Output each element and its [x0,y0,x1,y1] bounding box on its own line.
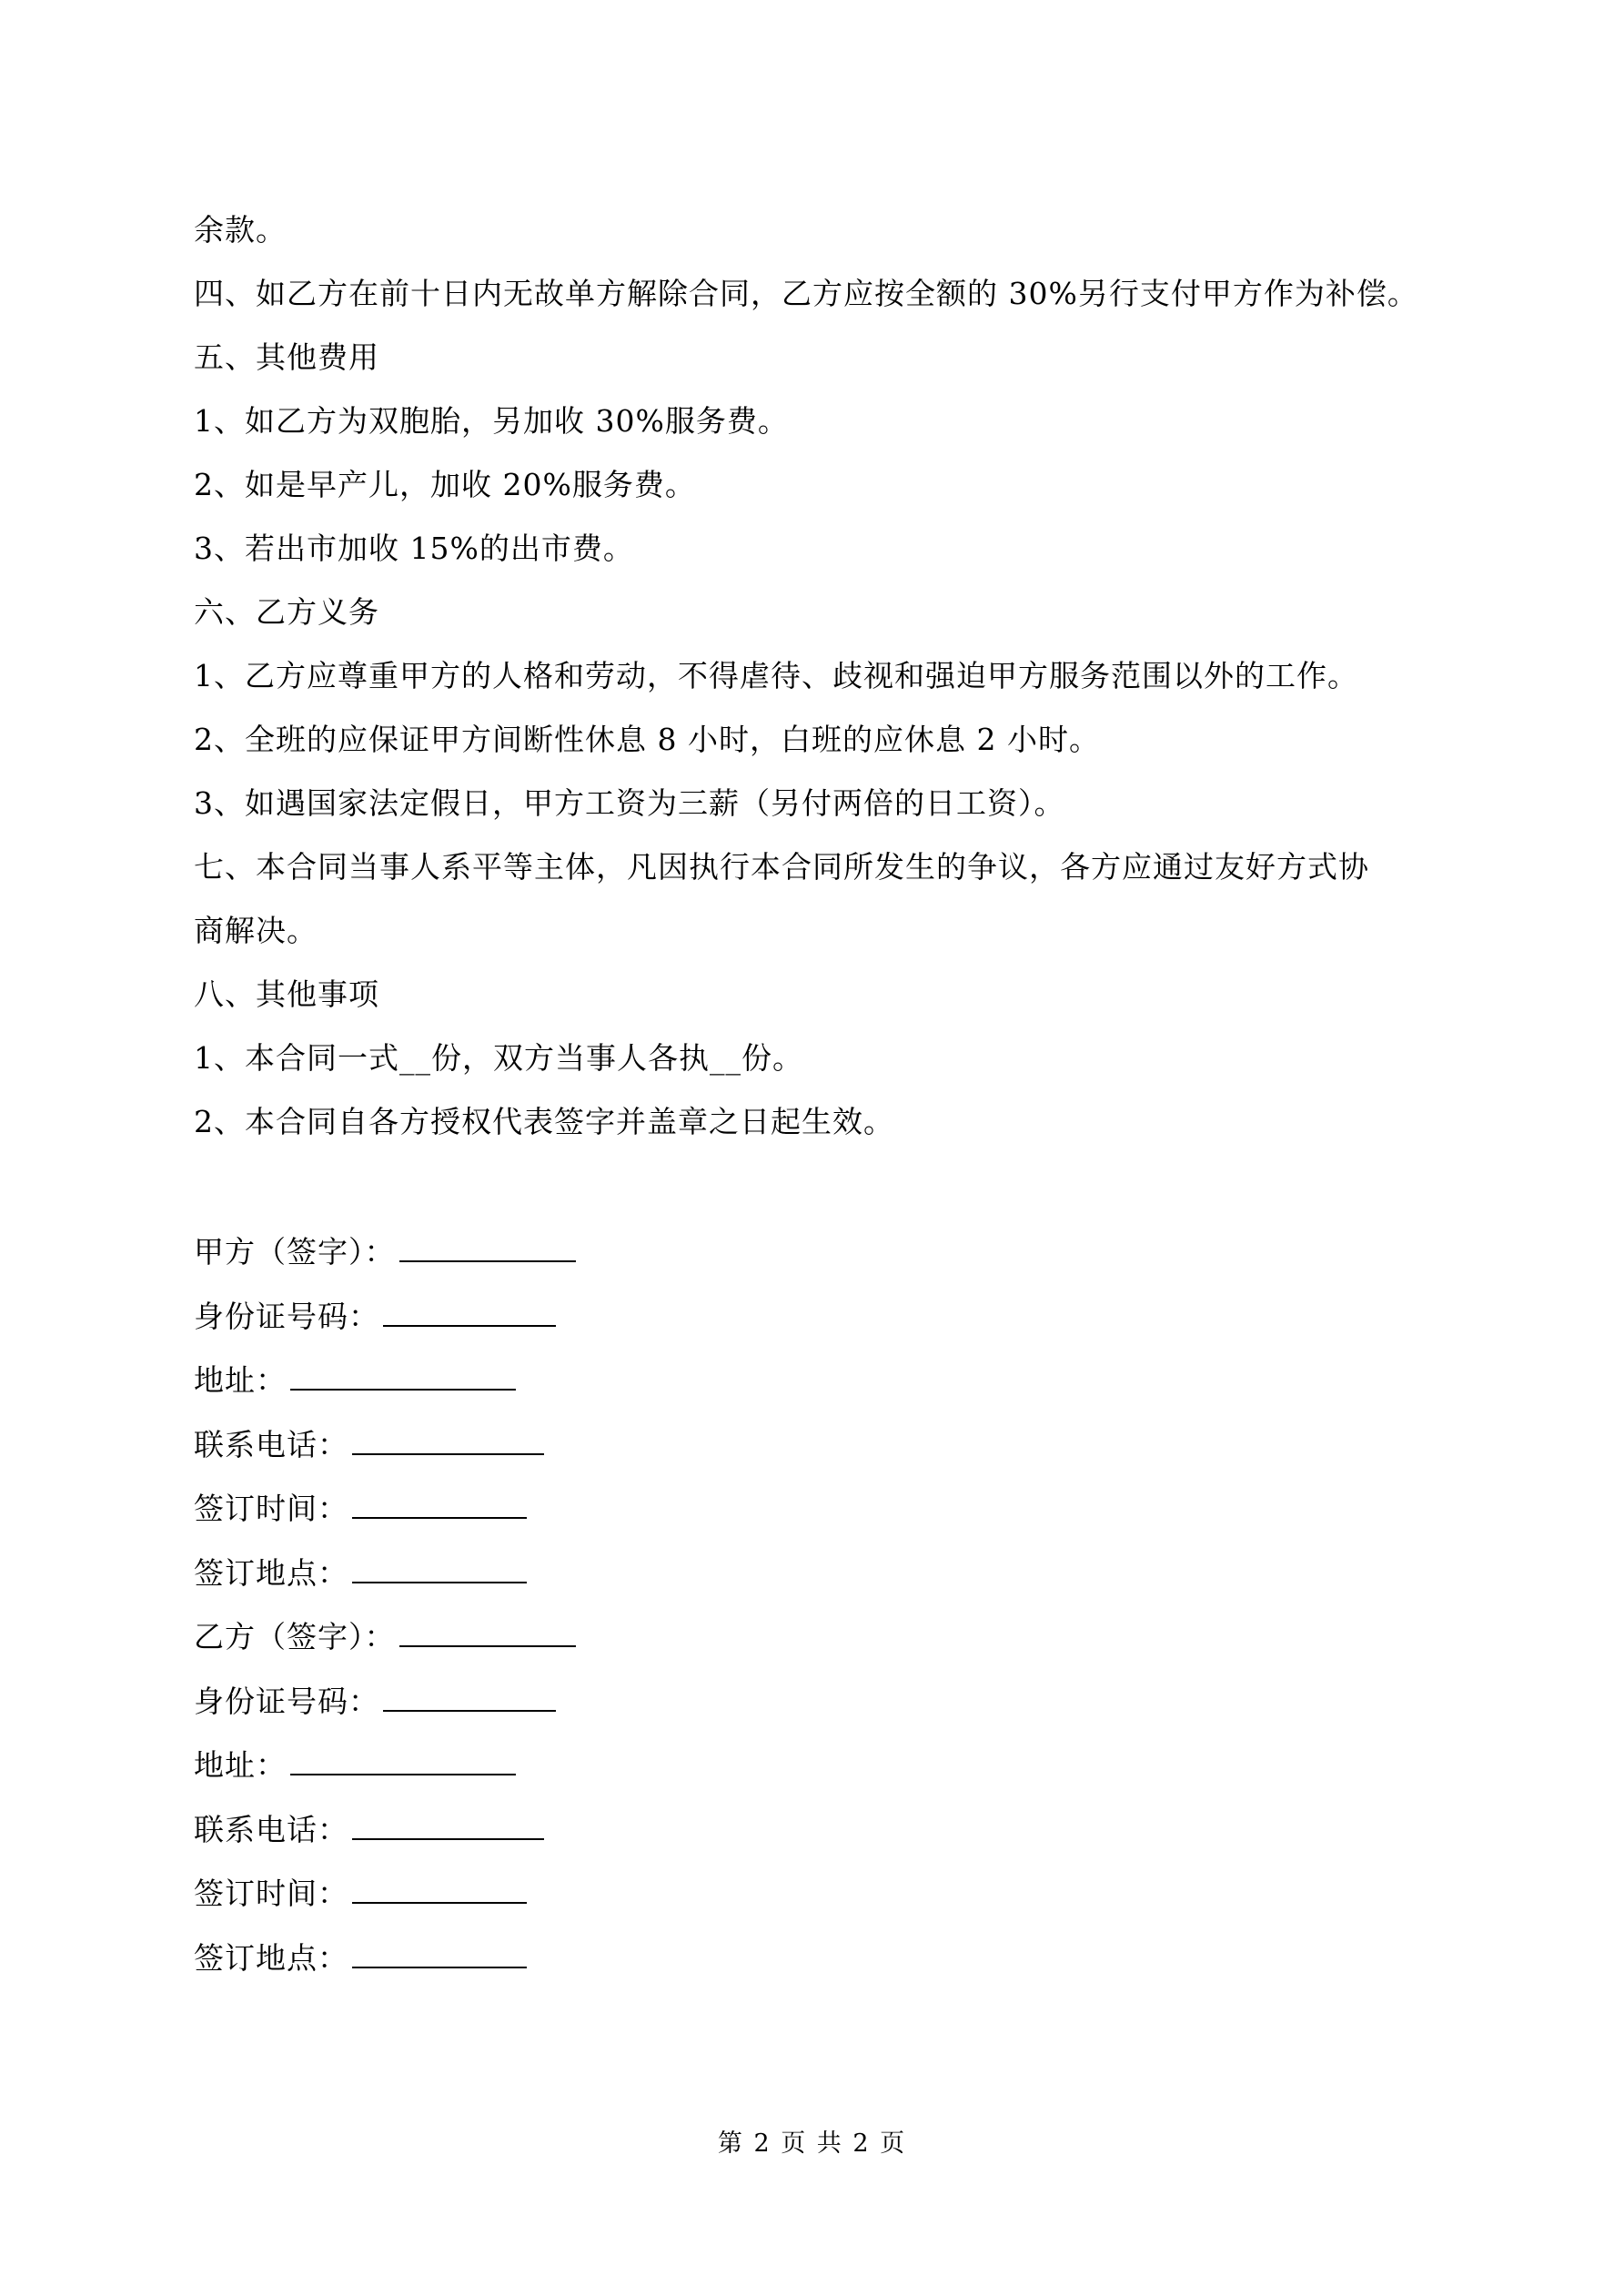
address-blank [290,1363,516,1391]
field-label: 身份证号码： [194,1683,379,1719]
id-blank [383,1684,556,1712]
paragraph-fee-twins: 1、如乙方为双胞胎，另加收 30%服务费。 [194,403,789,439]
page-number-footer: 第 2 页 共 2 页 [717,2129,907,2158]
date-blank [352,1876,527,1904]
paragraph-balance: 余款。 [194,212,287,248]
party-b-address-row [194,1734,1013,1798]
paragraph-effective: 2、本合同自各方授权代表签字并盖章之日起生效。 [194,1104,894,1139]
id-blank [383,1300,556,1327]
paragraph-duty-holiday: 3、如遇国家法定假日，甲方工资为三薪（另付两倍的日工资）。 [194,785,1065,821]
paragraph-fee-premature: 2、如是早产儿，加收 20%服务费。 [194,467,696,502]
field-label: 签订时间： [194,1876,348,1911]
party-a-date-row [194,1477,1013,1542]
paragraph-clause-7-line-1: 七、本合同当事人系平等主体，凡因执行本合同所发生的争议，各方应通过友好方式协 [194,849,1369,885]
field-label: 地址： [194,1362,287,1398]
party-a-address-row [194,1349,1013,1413]
field-label: 联系电话： [194,1811,348,1847]
section-heading-other-fees: 五、其他费用 [194,339,379,375]
date-blank [352,1492,527,1519]
party-a-phone-row [194,1413,1013,1478]
phone-blank [352,1813,544,1840]
party-b-phone-row [194,1798,1013,1863]
paragraph-clause-4: 四、如乙方在前十日内无故单方解除合同，乙方应按全额的 30%另行支付甲方作为补偿。 [194,276,1418,311]
contract-body [194,198,1449,1154]
paragraph-copies: 1、本合同一式__份，双方当事人各执__份。 [194,1040,803,1076]
phone-blank [352,1428,544,1455]
section-heading-party-b-duties: 六、乙方义务 [194,594,379,630]
field-label: 签订地点： [194,1939,348,1976]
paragraph-duty-rest: 2、全班的应保证甲方间断性休息 8 小时，白班的应休息 2 小时。 [194,722,1100,757]
signature-blank [399,1235,576,1262]
party-b-date-row [194,1862,1013,1927]
field-label: 地址： [194,1747,287,1783]
place-blank [352,1556,527,1583]
signature-blank [399,1620,576,1647]
field-label: 联系电话： [194,1426,348,1462]
signature-block [194,1220,1013,1990]
field-label: 甲方（签字）： [194,1234,396,1269]
party-b-signature-row [194,1605,1013,1670]
party-a-place-row [194,1542,1013,1606]
paragraph-clause-7-line-2: 商解决。 [194,913,318,948]
field-label: 签订时间： [194,1491,348,1526]
party-a-signature-row [194,1220,1013,1285]
party-b-id-row [194,1670,1013,1735]
paragraph-fee-out-of-city: 3、若出市加收 15%的出市费。 [194,531,634,566]
address-blank [290,1748,516,1775]
place-blank [352,1941,527,1968]
section-heading-other-matters: 八、其他事项 [194,976,379,1012]
paragraph-duty-respect: 1、乙方应尊重甲方的人格和劳动，不得虐待、歧视和强迫甲方服务范围以外的工作。 [194,658,1358,693]
party-a-id-row [194,1285,1013,1350]
party-b-place-row [194,1927,1013,1991]
field-label: 身份证号码： [194,1298,379,1334]
field-label: 乙方（签字）： [194,1619,396,1654]
field-label: 签订地点： [194,1554,348,1591]
